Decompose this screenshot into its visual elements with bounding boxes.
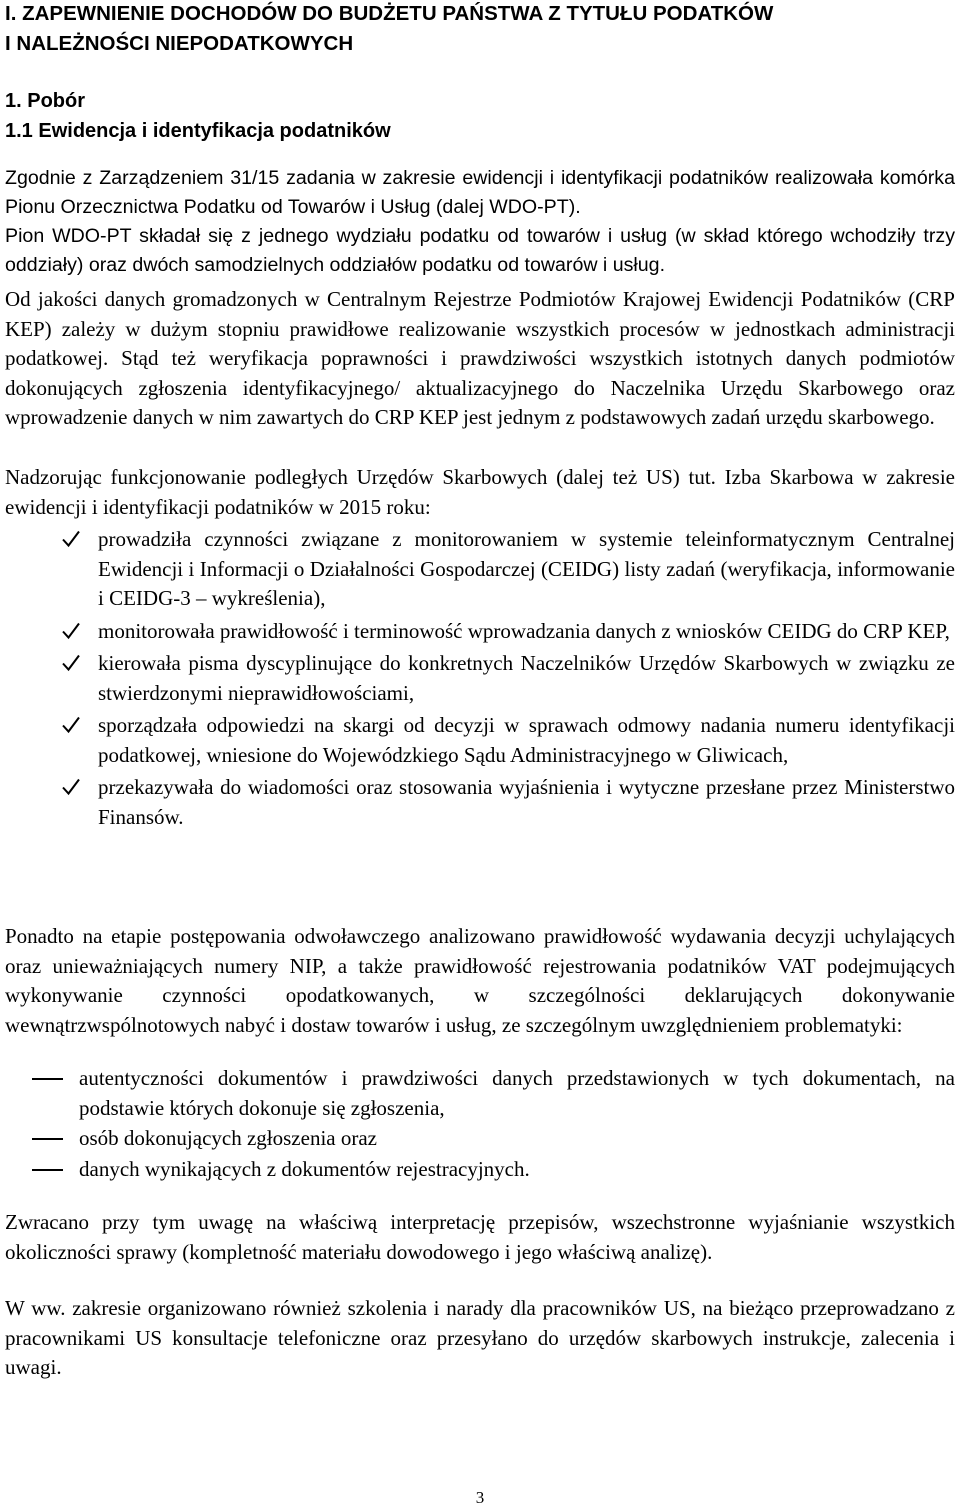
subheading: 1. Pobór <box>5 90 86 112</box>
list-item <box>0 773 960 832</box>
checkmark-icon <box>62 530 80 548</box>
check-list <box>0 525 960 835</box>
page-number: 3 <box>475 1488 485 1507</box>
list-item-text: przekazywała do wiadomości oraz stosowania wyjaśnienia i wytyczne przesłane przez Ministerstwo Finansów. <box>98 775 955 829</box>
list-item <box>0 1064 960 1123</box>
dash-bullet-icon <box>32 1078 63 1080</box>
list-item-text: osób dokonujących zgłoszenia oraz <box>79 1126 377 1150</box>
paragraph-7: W ww. zakresie organizowano również szkolenia i narady dla pracowników US, na bieżąco przeprowadzano z pracownikami US konsultacje telefoniczne oraz przesyłano do urzędów skarbowych instrukcje, zalecenia i uwagi. <box>5 1296 955 1379</box>
section-heading-line-1: I. ZAPEWNIENIE DOCHODÓW DO BUDŻETU PAŃSTWA Z TYTUŁU PODATKÓW <box>5 2 774 25</box>
paragraph-2: Pion WDO-PT składał się z jednego wydziału podatku od towarów i usług (w skład którego wchodziły trzy oddziały) oraz dwóch samodzielnych oddziałów podatku od towarów i usług. <box>5 225 955 276</box>
list-item <box>0 711 960 770</box>
list-item-text: autentyczności dokumentów i prawdziwości danych przedstawionych w tych dokumentach, na podstawie których dokonuje się zgłoszenia, <box>79 1066 955 1120</box>
checkmark-icon <box>62 778 80 796</box>
section-heading-line-2: I NALEŻNOŚCI NIEPODATKOWYCH <box>5 32 354 55</box>
list-item <box>0 617 960 647</box>
list-item-text: danych wynikających z dokumentów rejestracyjnych. <box>79 1156 530 1181</box>
dash-bullet-icon <box>32 1138 63 1140</box>
paragraph-6: Zwracano przy tym uwagę na właściwą interpretację przepisów, wszechstronne wyjaśnianie wszystkich okoliczności sprawy (kompletność materiału dowodowego i jego właściwą analizę). <box>5 1210 955 1264</box>
list-item <box>0 1155 960 1185</box>
checkmark-icon <box>62 622 80 640</box>
dash-bullet-icon <box>32 1169 63 1171</box>
subsubheading: 1.1 Ewidencja i identyfikacja podatników <box>5 120 391 142</box>
list-item-text: kierowała pisma dyscyplinujące do konkretnych Naczelników Urzędów Skarbowych w związku ze stwierdzonymi nieprawidłowościami, <box>98 651 955 705</box>
list-item-text: monitorowała prawidłowość i terminowość wprowadzania danych z wniosków CEIDG do CRP KEP, <box>98 618 950 643</box>
checkmark-icon <box>62 716 80 734</box>
list-item <box>0 649 960 708</box>
paragraph-4: Nadzorując funkcjonowanie podległych Urzędów Skarbowych (dalej też US) tut. Izba Skarbowa w zakresie ewidencji i identyfikacji podatników w 2015 roku: <box>5 465 955 519</box>
list-item-text: prowadziła czynności związane z monitorowaniem w systemie teleinformatycznym Centralnej Ewidencji i Informacji o Działalności Gospodarczej (CEIDG) listy zadań (weryfikacja, informowanie i CEIDG-3 – wykreślenia), <box>98 527 955 610</box>
paragraph-1: Zgodnie z Zarządzeniem 31/15 zadania w zakresie ewidencji i identyfikacji podatników realizowała komórka Pionu Orzecznictwa Podatku od Towarów i Usług (dalej WDO-PT). <box>5 167 955 218</box>
list-item <box>0 525 960 614</box>
checkmark-icon <box>62 654 80 672</box>
dash-list <box>0 1064 960 1185</box>
list-item <box>0 1124 960 1154</box>
paragraph-5: Ponadto na etapie postępowania odwoławczego analizowano prawidłowość wydawania decyzji uchylających oraz unieważniających numery NIP, a także prawidłowość rejestrowania podatników VAT podejmujących wykonywanie czynności opodatkowanych, w szczególności deklarujących dokonywanie wewnątrzwspólnotowych nabyć i dostaw towarów i usług, ze szczególnym uwzględnieniem problematyki: <box>5 924 955 1037</box>
list-item-text: sporządzała odpowiedzi na skargi od decyzji w sprawach odmowy nadania numeru identyfikacji podatkowej, wniesione do Wojewódzkiego Sądu Administracyjnego w Gliwicach, <box>98 713 955 767</box>
paragraph-3: Od jakości danych gromadzonych w Centralnym Rejestrze Podmiotów Krajowej Ewidencji Podatników (CRP KEP) zależy w dużym stopniu prawidłowe realizowanie wszystkich procesów w jednostkach administracji podatkowej. Stąd też weryfikacja poprawności i prawdziwości wszystkich istotnych danych podmiotów dokonujących zgłoszenia identyfikacyjnego/ aktualizacyjnego do Naczelnika Urzędu Skarbowego oraz wprowadzenie danych w nim zawartych do CRP KEP jest jednym z podstawowych zadań urzędu skarbowego. <box>5 287 955 429</box>
